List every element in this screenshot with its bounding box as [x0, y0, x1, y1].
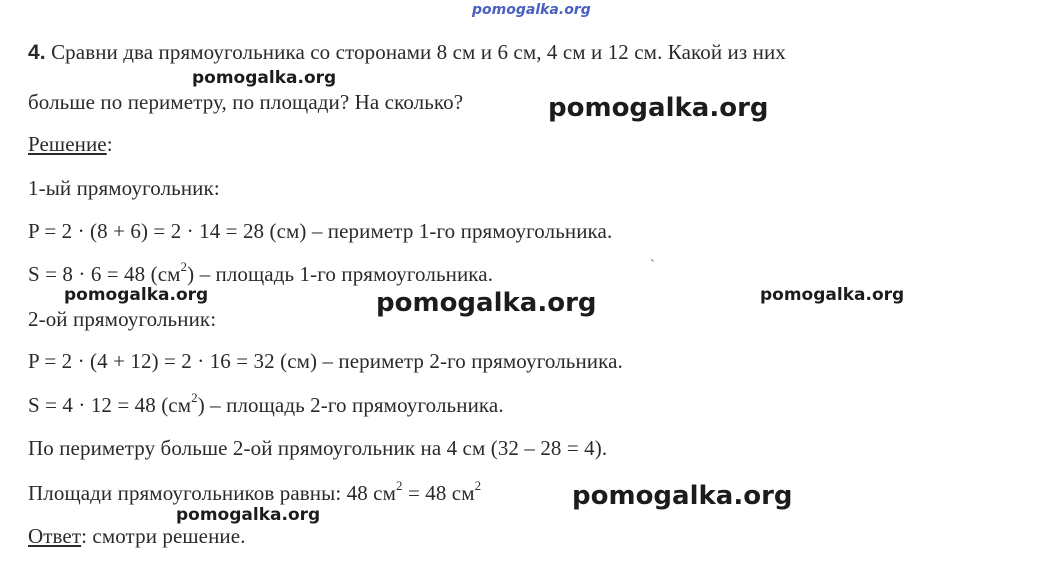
rect2-area-superscript: 2 — [191, 390, 198, 405]
task-line-1 — [28, 40, 786, 65]
watermark-5: pomogalka.org — [760, 285, 905, 305]
rect1-area-part-a: S = 8 · 6 = 48 (см — [28, 262, 181, 286]
solution-heading — [28, 132, 113, 156]
area-compare — [28, 478, 482, 505]
answer-text: : смотри решение. — [81, 524, 246, 548]
scan-speck: ˋ — [650, 258, 655, 273]
area-compare-superscript-1: 2 — [395, 478, 403, 493]
solution-heading-colon: : — [106, 132, 113, 156]
watermark-top: pomogalka.org — [472, 2, 591, 18]
solution-heading-label: Решение — [28, 132, 107, 156]
watermark-6: pomogalka.org — [572, 481, 793, 511]
rect2-perimeter: P = 2 · (4 + 12) = 2 · 16 = 32 (см) – периметр 2-го прямоугольника. — [28, 349, 623, 373]
area-compare-part-a: Площади прямоугольников равны: 48 см — [28, 481, 396, 505]
task-number: 4. — [28, 41, 46, 64]
watermark-1: pomogalka.org — [192, 68, 337, 88]
perimeter-compare: По периметру больше 2-ой прямоугольник на 4 см (32 – 28 = 4). — [28, 436, 608, 460]
rect1-area-part-b: ) – площадь 1-го прямоугольника. — [187, 262, 494, 286]
task-line-2: больше по периметру, по площади? На сколько? — [28, 90, 464, 114]
rect1-area — [28, 259, 494, 286]
rect1-title: 1-ый прямоугольник: — [28, 176, 220, 200]
watermark-7: pomogalka.org — [176, 505, 321, 525]
rect2-title: 2-ой прямоугольник: — [28, 307, 217, 331]
answer-line — [28, 524, 246, 548]
watermark-4: pomogalka.org — [376, 288, 597, 318]
rect1-area-superscript: 2 — [180, 259, 188, 274]
task-text-1: Сравни два прямоугольника со сторонами 8 см и 6 см, 4 см и 12 см. Какой из них — [45, 40, 786, 64]
answer-label: Ответ — [28, 524, 82, 548]
rect2-area-part-a: S = 4 · 12 = 48 (см — [28, 393, 192, 417]
rect2-area-part-b: ) – площадь 2-го прямоугольника. — [197, 393, 504, 417]
area-compare-superscript-2: 2 — [474, 478, 482, 493]
rect2-area — [28, 390, 504, 417]
area-compare-part-b: = 48 см — [402, 481, 475, 505]
watermark-2: pomogalka.org — [548, 93, 769, 123]
watermark-3: pomogalka.org — [64, 285, 209, 305]
rect1-perimeter: P = 2 · (8 + 6) = 2 · 14 = 28 (см) – периметр 1-го прямоугольника. — [28, 219, 613, 243]
